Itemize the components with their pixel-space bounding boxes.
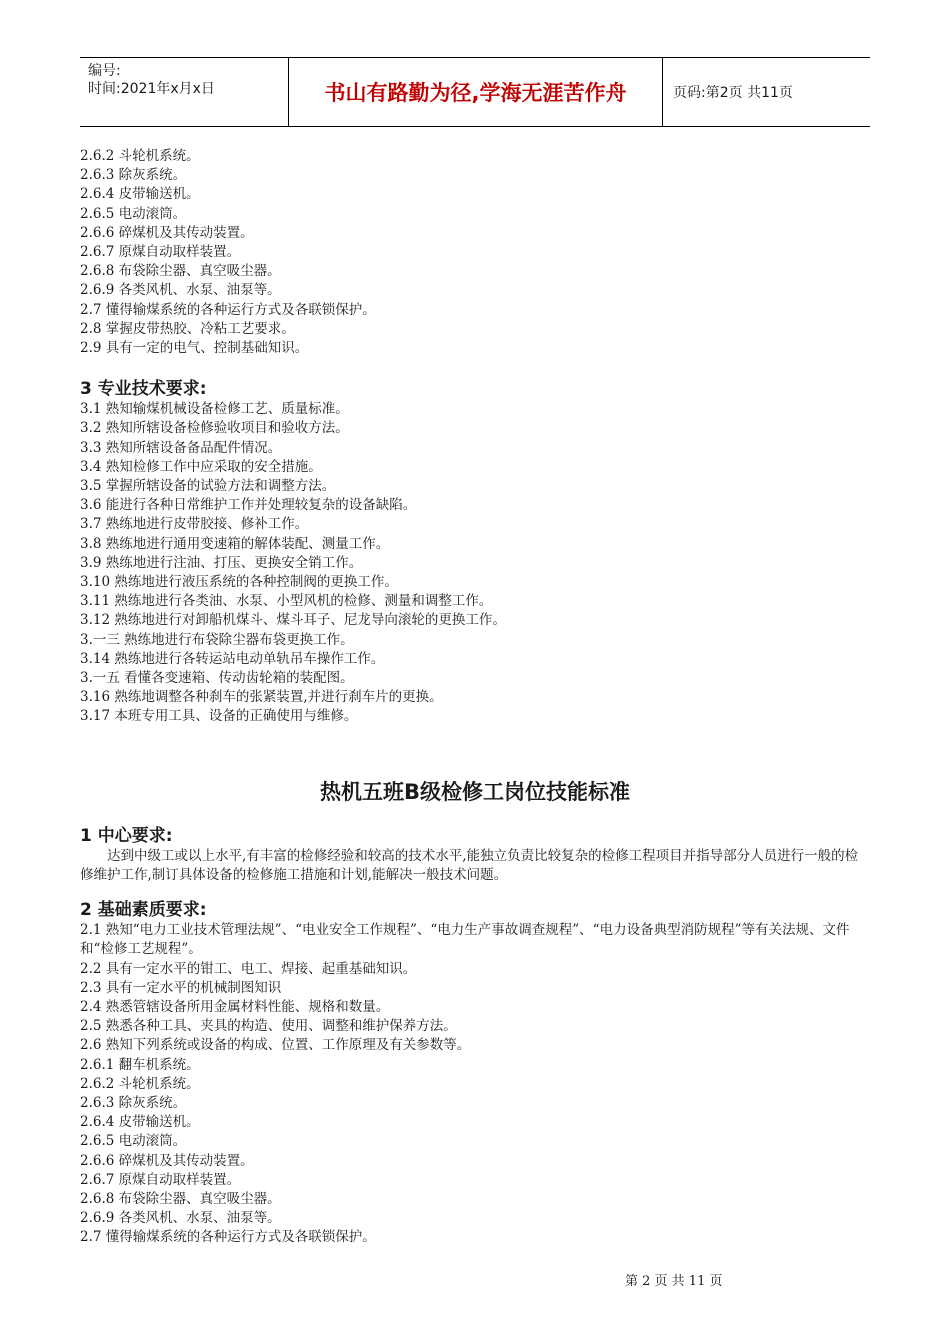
list-item: 2.6.2 斗轮机系统。 (80, 148, 200, 164)
list-item: 2.6.6 碎煤机及其传动装置。 (80, 1152, 254, 1169)
list-item: 2.6.7 原煤自动取样装置。 (80, 244, 241, 261)
section3-list (80, 400, 870, 726)
list-item: 2.6.4 皮带输送机。 (80, 186, 200, 203)
list-item: 2.8 掌握皮带热胶、冷粘工艺要求。 (80, 320, 295, 337)
list-item: 3.3 熟知所辖设备备品配件情况。 (80, 439, 282, 456)
id-label: 编号: (88, 63, 121, 79)
list-item: 2.6.1 翻车机系统。 (80, 1056, 200, 1073)
list-item: 3.8 熟练地进行通用变速箱的解体装配、测量工作。 (80, 535, 390, 552)
time-label: 时间:2021年x月x日 (88, 81, 215, 97)
list-item: 2.7 懂得输煤系统的各种运行方式及各联锁保护。 (80, 301, 376, 318)
page-footer: 第 2 页 共 11 页 (625, 1274, 723, 1289)
list-item: 2.5 熟悉各种工具、夹具的构造、使用、调整和维护保养方法。 (80, 1018, 457, 1035)
list-item: 2.6.9 各类风机、水泵、油泵等。 (80, 1210, 281, 1227)
list-item: 2.6.6 碎煤机及其传动装置。 (80, 224, 254, 241)
list-item: 3.11 熟练地进行各类油、水泵、小型风机的检修、测量和调整工作。 (80, 593, 493, 610)
list-item: 3.5 掌握所辖设备的试验方法和调整方法。 (80, 478, 336, 495)
list-item: 2.7 懂得输煤系统的各种运行方式及各联锁保护。 (80, 1229, 376, 1246)
list-item: 2.6.8 布袋除尘器、真空吸尘器。 (80, 1190, 281, 1207)
section3-heading: 3 专业技术要求: (80, 379, 207, 400)
document-title: 热机五班B级检修工岗位技能标准 (319, 779, 630, 804)
list-item: 3.2 熟知所辖设备检修验收项目和验收方法。 (80, 420, 349, 437)
header-meta (80, 58, 289, 126)
section2-list (80, 960, 870, 1248)
page-header (80, 57, 870, 127)
header-motto: 书山有路勤为径,学海无涯苦作舟 (289, 58, 663, 126)
list-item: 3.一三 熟练地进行布袋除尘器布袋更换工作。 (80, 631, 354, 648)
list-item: 2.4 熟悉管辖设备所用金属材料性能、规格和数量。 (80, 998, 390, 1015)
list-item: 2.3 具有一定水平的机械制图知识 (80, 979, 282, 996)
list-item: 3.12 熟练地进行对卸船机煤斗、煤斗耳子、尼龙导向滚轮的更换工作。 (80, 612, 506, 629)
list-item: 3.14 熟练地进行各转运站电动单轨吊车操作工作。 (80, 650, 385, 667)
list-item: 2.6.2 斗轮机系统。 (80, 1075, 200, 1092)
list-item: 2.9 具有一定的电气、控制基础知识。 (80, 340, 309, 357)
list-item: 2.6.4 皮带输送机。 (80, 1114, 200, 1131)
list-item: 3.一五 看懂各变速箱、传动齿轮箱的装配图。 (80, 670, 354, 687)
section2-first-item: 2.1 熟知“电力工业技术管理法规”、“电业安全工作规程”、“电力生产事故调查规程”、“电力设备典型消防规程”等有关法规、文件和“检修工艺规程”。 (80, 922, 850, 958)
list-item: 2.6.3 除灰系统。 (80, 167, 187, 184)
document-body (80, 147, 870, 1248)
section1-text: 达到中级工或以上水平,有丰富的检修经验和较高的技术水平,能独立负责比较复杂的检修工程项目并指导部分人员进行一般的检修维护工作,制订具体设备的检修施工措施和计划,能解决一般技术问题。 (80, 847, 859, 883)
header-page-info: 页码:第2页 共11页 (673, 85, 793, 101)
list-item: 2.6.9 各类风机、水泵、油泵等。 (80, 282, 281, 299)
list-item: 3.9 熟练地进行注油、打压、更换安全销工作。 (80, 554, 363, 571)
list-item: 3.1 熟知输煤机械设备检修工艺、质量标准。 (80, 401, 349, 418)
list-item: 2.6.5 电动滚筒。 (80, 205, 187, 222)
list-item: 3.7 熟练地进行皮带胶接、修补工作。 (80, 516, 309, 533)
section2-heading: 2 基础素质要求: (80, 900, 207, 921)
list-item: 3.16 熟练地调整各种刹车的张紧装置,并进行刹车片的更换。 (80, 689, 443, 706)
list-item: 2.6.7 原煤自动取样装置。 (80, 1171, 241, 1188)
list-item: 2.6 熟知下列系统或设备的构成、位置、工作原理及有关参数等。 (80, 1037, 471, 1054)
list-item: 3.10 熟练地进行液压系统的各种控制阀的更换工作。 (80, 574, 398, 591)
list-item: 2.6.3 除灰系统。 (80, 1094, 187, 1111)
list-item: 3.6 能进行各种日常维护工作并处理较复杂的设备缺陷。 (80, 497, 417, 514)
list-item: 2.6.8 布袋除尘器、真空吸尘器。 (80, 263, 281, 280)
part1-list (80, 147, 870, 358)
list-item: 2.2 具有一定水平的钳工、电工、焊接、起重基础知识。 (80, 960, 417, 977)
section1-heading: 1 中心要求: (80, 825, 173, 846)
list-item: 3.4 熟知检修工作中应采取的安全措施。 (80, 458, 322, 475)
list-item: 3.17 本班专用工具、设备的正确使用与维修。 (80, 708, 358, 725)
list-item: 2.6.5 电动滚筒。 (80, 1133, 187, 1150)
